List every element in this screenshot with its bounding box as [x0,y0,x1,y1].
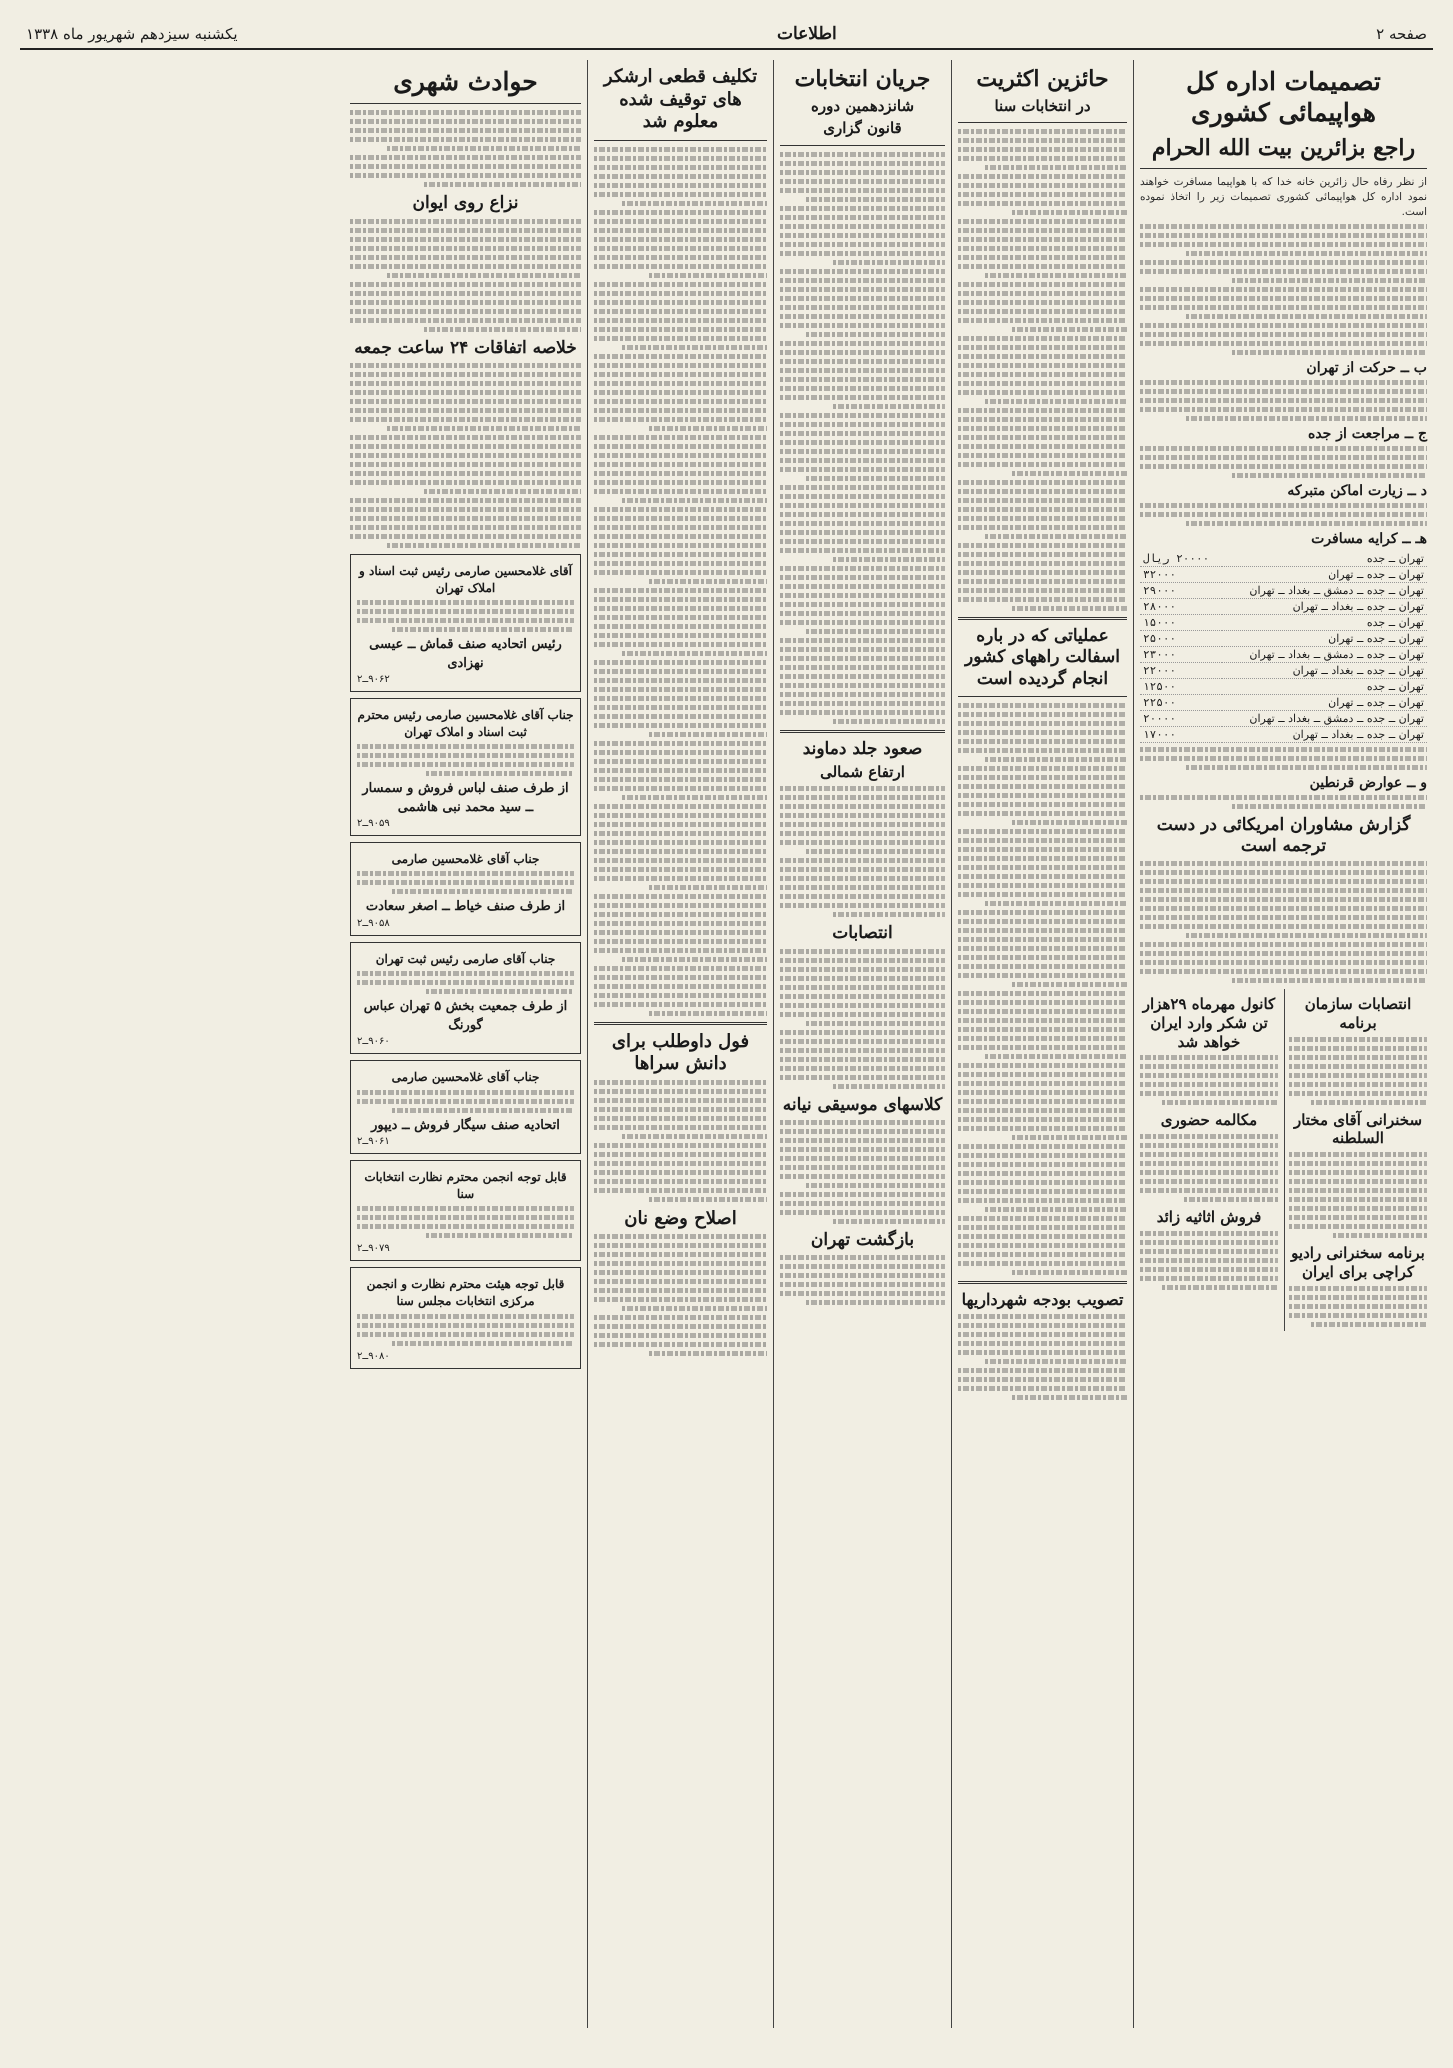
subhead-legislation: قانون گزاری [823,119,902,137]
fare-row [1140,678,1427,694]
fare-route: تهران ــ جده [1222,678,1427,694]
notice-4-code: ۹۰۶۰ــ۲ [357,1035,390,1047]
section-visits: د ــ زیارت اماکن متبرکه [1287,482,1427,499]
notice-4-signature: از طرف جمعیت بخش ۵ تهران عباس گورنگ [363,999,568,1033]
subhead-north-height: ارتفاع شمالی [820,762,905,781]
notice-3 [350,842,581,936]
fare-route: تهران ــ جده ــ بغداد ــ تهران [1222,726,1427,742]
fare-value: ۲۲۵۰۰ [1140,694,1222,710]
notice-7 [350,1267,581,1369]
fare-route: تهران ــ جده ــ تهران [1222,566,1427,582]
notice-5-title: جناب آقای غلامحسین صارمی [391,1069,540,1084]
headline-municipal-budget: تصویب بودجه شهرداریها [961,1289,1124,1309]
notice-7-code: ۹۰۸۰ــ۲ [357,1351,390,1363]
page-number: صفحه ۲ [1376,25,1427,43]
fare-row [1140,694,1427,710]
headline-damavand: صعود جلد دماوند [802,738,923,759]
column-elections [773,60,951,2028]
column-seized-ships [587,60,773,2028]
fare-value: ۱۵۰۰۰ [1140,614,1222,630]
notice-3-signature: از طرف صنف خیاط ــ اصغر سعادت [365,899,566,915]
fare-route: تهران ــ جده ــ دمشق ــ بغداد ــ تهران [1222,582,1427,598]
fare-route: تهران ــ جده ــ بغداد ــ تهران [1222,662,1427,678]
headline-airline: تصمیمات اداره کل هواپیمائی کشوری [1186,67,1381,128]
headline-translators: گزارش مشاوران امریکائی در دست ترجمه است [1156,814,1411,856]
notice-6-code: ۹۰۷۹ــ۲ [357,1243,390,1255]
headline-majority: حائزین اکثریت [976,66,1109,92]
section-fares: هـ ــ کرایه مسافرت [1311,530,1427,547]
newspaper-page [20,20,1433,2028]
notice-6-title: قابل توجه انجمن محترم نظارت انتخابات سنا [364,1169,567,1201]
fare-row [1140,614,1427,630]
airline-intro: از نظر رفاه حال زائرین خانه خدا که با هواپیما مسافرت خواهند نمود اداره کل هواپیمائی کشوری تصمیمات زیر را اتخاذ نموده است. [1140,176,1427,218]
masthead [20,20,1433,50]
fare-route: تهران ــ جده ــ دمشق ــ بغداد ــ تهران [1222,646,1427,662]
fare-route: تهران ــ جده [1222,551,1427,567]
headline-appointments: انتصابات [832,923,893,944]
headline-bread: اصلاح وضع نان [624,1207,737,1229]
column-senate [951,60,1133,2028]
fare-row [1140,646,1427,662]
article-body [1140,224,1427,355]
notice-5-signature: اتحادیه صنف سیگار فروش ــ دیپور [371,1117,560,1133]
subhead-senate: در انتخابات سنا [994,96,1091,115]
fares-table [1140,551,1427,743]
notice-2-title: جناب آقای غلامحسین صارمی رئیس محترم ثبت اسناد و املاک تهران [357,707,574,739]
fare-route: تهران ــ جده ــ تهران [1222,630,1427,646]
section-departure: ب ــ حرکت از تهران [1306,359,1427,376]
fare-row [1140,662,1427,678]
headline-radio-program: برنامه سخنرانی رادیو کراچی برای ایران [1291,1244,1425,1281]
fare-value: ۲۳۰۰۰ [1140,646,1222,662]
fare-value: ۲۲۰۰۰ [1140,662,1222,678]
notice-3-code: ۹۰۵۸ــ۲ [357,917,390,929]
fare-route: تهران ــ جده ــ دمشق ــ بغداد ــ تهران [1222,710,1427,726]
fare-value: ۲۸۰۰۰ [1140,598,1222,614]
fare-route: تهران ــ جده [1222,614,1427,630]
fare-row [1140,598,1427,614]
notice-2-code: ۹۰۵۹ــ۲ [357,817,390,829]
headline-balcony-fight: نزاع روی ایوان [412,193,519,214]
column-airline [1133,60,1433,2028]
issue-date: یکشنبه سیزدهم شهریور ماه ۱۳۳۸ [26,25,238,43]
fare-row [1140,710,1427,726]
fare-row [1140,551,1427,567]
columns [20,60,1433,2028]
fare-value: ۳۲۰۰۰ [1140,566,1222,582]
fare-value: ۱۲۵۰۰ [1140,678,1222,694]
fare-value: ۲۰۰۰۰ ریال [1140,551,1222,567]
fare-row [1140,726,1427,742]
subhead-term: شانزدهمین دوره [810,96,915,115]
notice-1-title: آقای غلامحسین صارمی رئیس ثبت اسناد و املاک تهران [359,563,572,595]
fare-route: تهران ــ جده ــ بغداد ــ تهران [1222,598,1427,614]
fare-value: ۱۷۰۰۰ [1140,726,1222,742]
notice-5 [350,1060,581,1154]
notice-7-title: قابل توجه هیئت محترم نظارت و انجمن مرکزی انتخابات مجلس سنا [366,1277,565,1309]
fare-row [1140,566,1427,582]
notice-1-code: ۹۰۶۲ــ۲ [357,673,390,685]
fare-row [1140,630,1427,646]
notice-2 [350,698,581,836]
notice-1 [350,554,581,692]
fare-value: ۲۹۰۰۰ [1140,582,1222,598]
headline-return-tehran: بازگشت تهران [810,1229,915,1250]
headline-plan-appointments: انتصابات سازمان برنامه [1304,995,1412,1032]
headline-teacher-colleges: فول داوطلب برای دانش سراها [611,1030,750,1074]
headline-city-events: حوادث شهری [393,67,538,96]
headline-seized: تکلیف قطعی ارشکر های توقیف شده معلوم شد [603,66,758,132]
section-tolls: و ــ عوارض قرنطین [1309,774,1427,791]
fare-value: ۲۰۰۰۰ [1140,710,1222,726]
notice-3-title: جناب آقای غلامحسین صارمی [391,851,540,866]
headline-friday-summary: خلاصه اتفاقات ۲۴ ساعت جمعه [354,337,577,358]
headline-talk: مکالمه حضوری [1160,1111,1258,1130]
notice-4-title: جناب آقای صارمی رئیس ثبت تهران [375,951,556,966]
headline-election: جریان انتخابات [794,66,931,92]
section-return: ج ــ مراجعت از جده [1308,425,1427,442]
headline-pilgrims: راجع بزائرین بیت الله الحرام [1151,134,1416,161]
headline-sugar-convoy: کانول مهرماه ۲۹هزار تن شکر وارد ایران خواهد شد [1142,995,1276,1051]
fare-value: ۲۵۰۰۰ [1140,630,1222,646]
headline-director: سخنرانی آقای مختار السلطنه [1293,1110,1423,1148]
newspaper-title: اطلاعات [776,24,837,44]
notice-2-signature: از طرف صنف لباس فروش و سمسار ــ سید محمد نبی هاشمی [362,781,569,815]
notice-5-code: ۹۰۶۱ــ۲ [357,1135,390,1147]
headline-music-classes: کلاسهای موسیقی نیانه [782,1094,943,1115]
notice-4 [350,942,581,1054]
fare-route: تهران ــ جده ــ تهران [1222,694,1427,710]
fare-row [1140,582,1427,598]
headline-furniture-sale: فروش اثاثیه زائد [1156,1208,1262,1227]
notice-1-signature: رئیس اتحادیه صنف قماش ــ عیسی نهزادی [369,637,562,671]
column-city-news [344,60,587,2028]
notice-6 [350,1160,581,1262]
headline-asphalt: عملیاتی که در باره اسفالت راههای کشور انجام گردیده است [965,626,1120,689]
